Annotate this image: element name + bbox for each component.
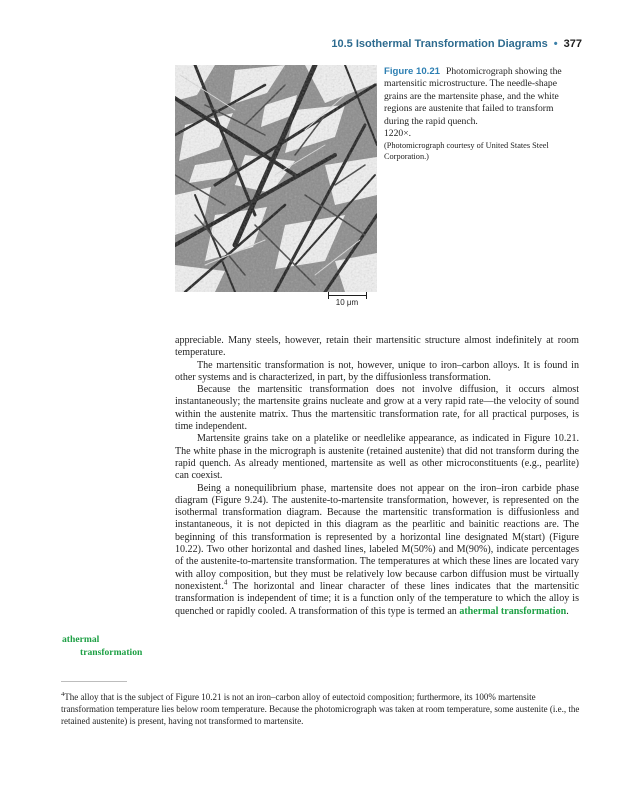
paragraph-text: Being a nonequilibrium phase, martensite does not appear on the iron–iron carbide phase diagram (Figure 9.24). The austenite-to-martensite transformation, however, is represented on the isothermal transformation diagram. Because the martensitic transformation is diffusionless and instantaneous, it is not depicted in this diagram as the pearlitic and bainitic reactions are. The beginning of this transformation is represented by a horizontal line designated M(start) (Figure 10.22). Two other horizontal and dashed lines, labeled M(50%) and M(90%), indicate percentages of the austenite-to-martensite transformation. The temperatures at which these lines are located vary with alloy composition, but they must be relatively low because carbon diffusion must be virtually nonexistent. [175, 482, 579, 592]
paragraph-text: The horizontal and linear character of these lines indicates that the martensitic transformation is independent of time; it is a function only of the temperature to which the alloy is quenched or rapidly cooled. A transformation of this type is termed an [175, 580, 579, 617]
running-header [330, 38, 582, 50]
paragraph: Martensite grains take on a platelike or needlelike appearance, as indicated in Figure 10.21. The white phase in the micrograph is austenite (retained austenite) that did not transform during the rapid quench. As already mentioned, martensite as well as other microconstituents (e.g., pearlite) can coexist. [175, 433, 579, 482]
paragraph: The martensitic transformation is not, however, unique to iron–carbon alloys. It is found in other systems and is characterized, in part, by the diffusionless transformation. [175, 359, 579, 383]
paragraph-text: . [566, 605, 569, 617]
section-title: 10.5 Isothermal Transformation Diagrams [331, 38, 548, 50]
paragraph: Because the martensitic transformation does not involve diffusion, it occurs almost instantaneously; the martensite grains nucleate and grow at a very rapid rate—the velocity of sound within the austenite matrix. Thus the martensitic transformation rate, for all practical purposes, is time independent. [175, 384, 579, 433]
footnote-text: The alloy that is the subject of Figure 10.21 is not an iron–carbon alloy of eutectoid composition; furthermore, its 100% martensite transformation temperature lies below room temperature. Because the photomicrograph was taken at room temperature, some austenite (i.e., the retained austenite) is present, having not transformed to martensite. [61, 692, 580, 726]
paragraph [175, 483, 579, 618]
glossary-term[interactable]: athermal transformation [459, 605, 567, 617]
footnote-marker: 4 [61, 691, 65, 698]
footnote [61, 689, 580, 727]
page-number: 377 [563, 38, 582, 50]
footnote-divider [61, 681, 127, 682]
martensite-micrograph [175, 65, 377, 292]
scale-label: 10 μm [335, 298, 359, 307]
caption-text: Photomicrograph showing the martensitic microstructure. The needle-shape grains are the martensite phase, and the white regions are austenite that failed to transform during the rapid quench. [384, 66, 562, 127]
margin-glossary-term [62, 633, 162, 659]
paragraph: appreciable. Many steels, however, retain their martensitic structure almost indefinitely at room temperature. [175, 335, 579, 359]
footnote-reference[interactable]: 4 [223, 578, 228, 587]
magnification: 1220×. [384, 128, 411, 140]
scale-bar [322, 292, 372, 314]
margin-term-line: athermal [62, 634, 100, 645]
figure-label: Figure 10.21 [384, 66, 440, 77]
margin-term-line: transformation [80, 647, 143, 658]
header-bullet: • [553, 38, 558, 50]
figure-caption [384, 66, 580, 162]
body-text [175, 335, 579, 618]
photo-credit: (Photomicrograph courtesy of United States Steel Corporation.) [384, 141, 549, 162]
